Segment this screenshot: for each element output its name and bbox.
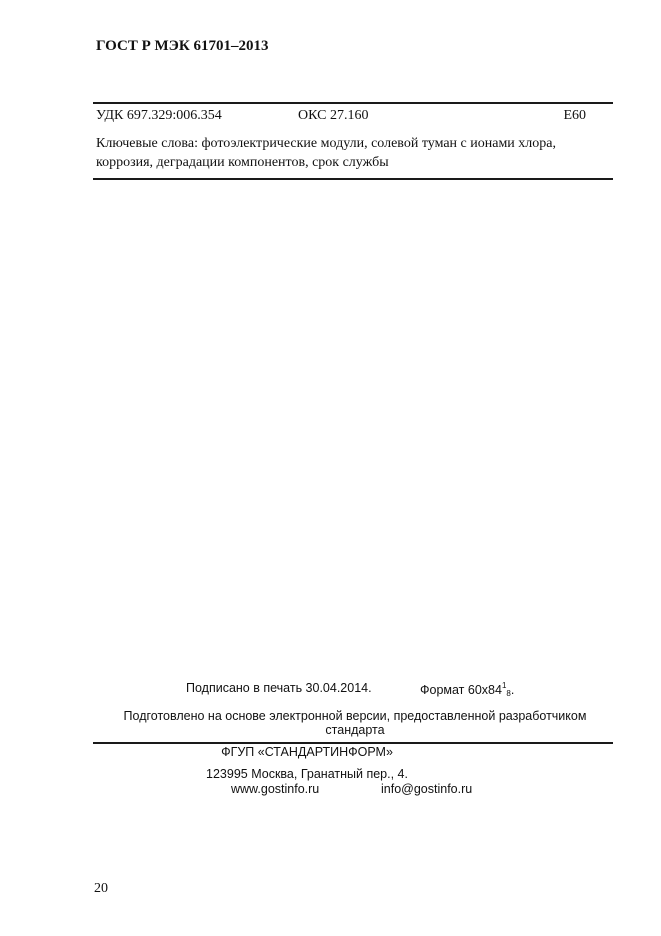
publisher-address: 123995 Москва, Гранатный пер., 4.	[206, 767, 408, 781]
top-divider	[93, 102, 613, 104]
format-prefix: Формат 60x84	[420, 683, 502, 697]
imprint-divider	[93, 742, 613, 744]
publisher-name: ФГУП «СТАНДАРТИНФОРМ»	[221, 745, 393, 759]
udk-code: УДК 697.329:006.354	[96, 108, 222, 123]
document-title: ГОСТ Р МЭК 61701–2013	[96, 38, 269, 54]
print-format	[420, 681, 514, 698]
page-number: 20	[94, 881, 108, 896]
website-link[interactable]: www.gostinfo.ru	[231, 782, 320, 796]
keywords-text: Ключевые слова: фотоэлектрические модули, солевой туман с ионами хлора, коррозия, деградации компонентов, срок службы	[96, 136, 556, 170]
email-link[interactable]: info@gostinfo.ru	[381, 782, 473, 796]
format-numerator: 1	[501, 681, 507, 690]
group-code: Е60	[563, 108, 586, 123]
keywords-divider	[93, 178, 613, 180]
format-denominator: 8	[506, 689, 511, 698]
signed-date: Подписано в печать 30.04.2014.	[186, 681, 372, 695]
classification-row	[96, 108, 586, 126]
oks-code: ОКС 27.160	[298, 108, 369, 123]
prepared-note: Подготовлено на основе электронной версии, предоставленной разработчиком стандарта	[123, 709, 587, 737]
format-suffix: .	[510, 683, 515, 697]
